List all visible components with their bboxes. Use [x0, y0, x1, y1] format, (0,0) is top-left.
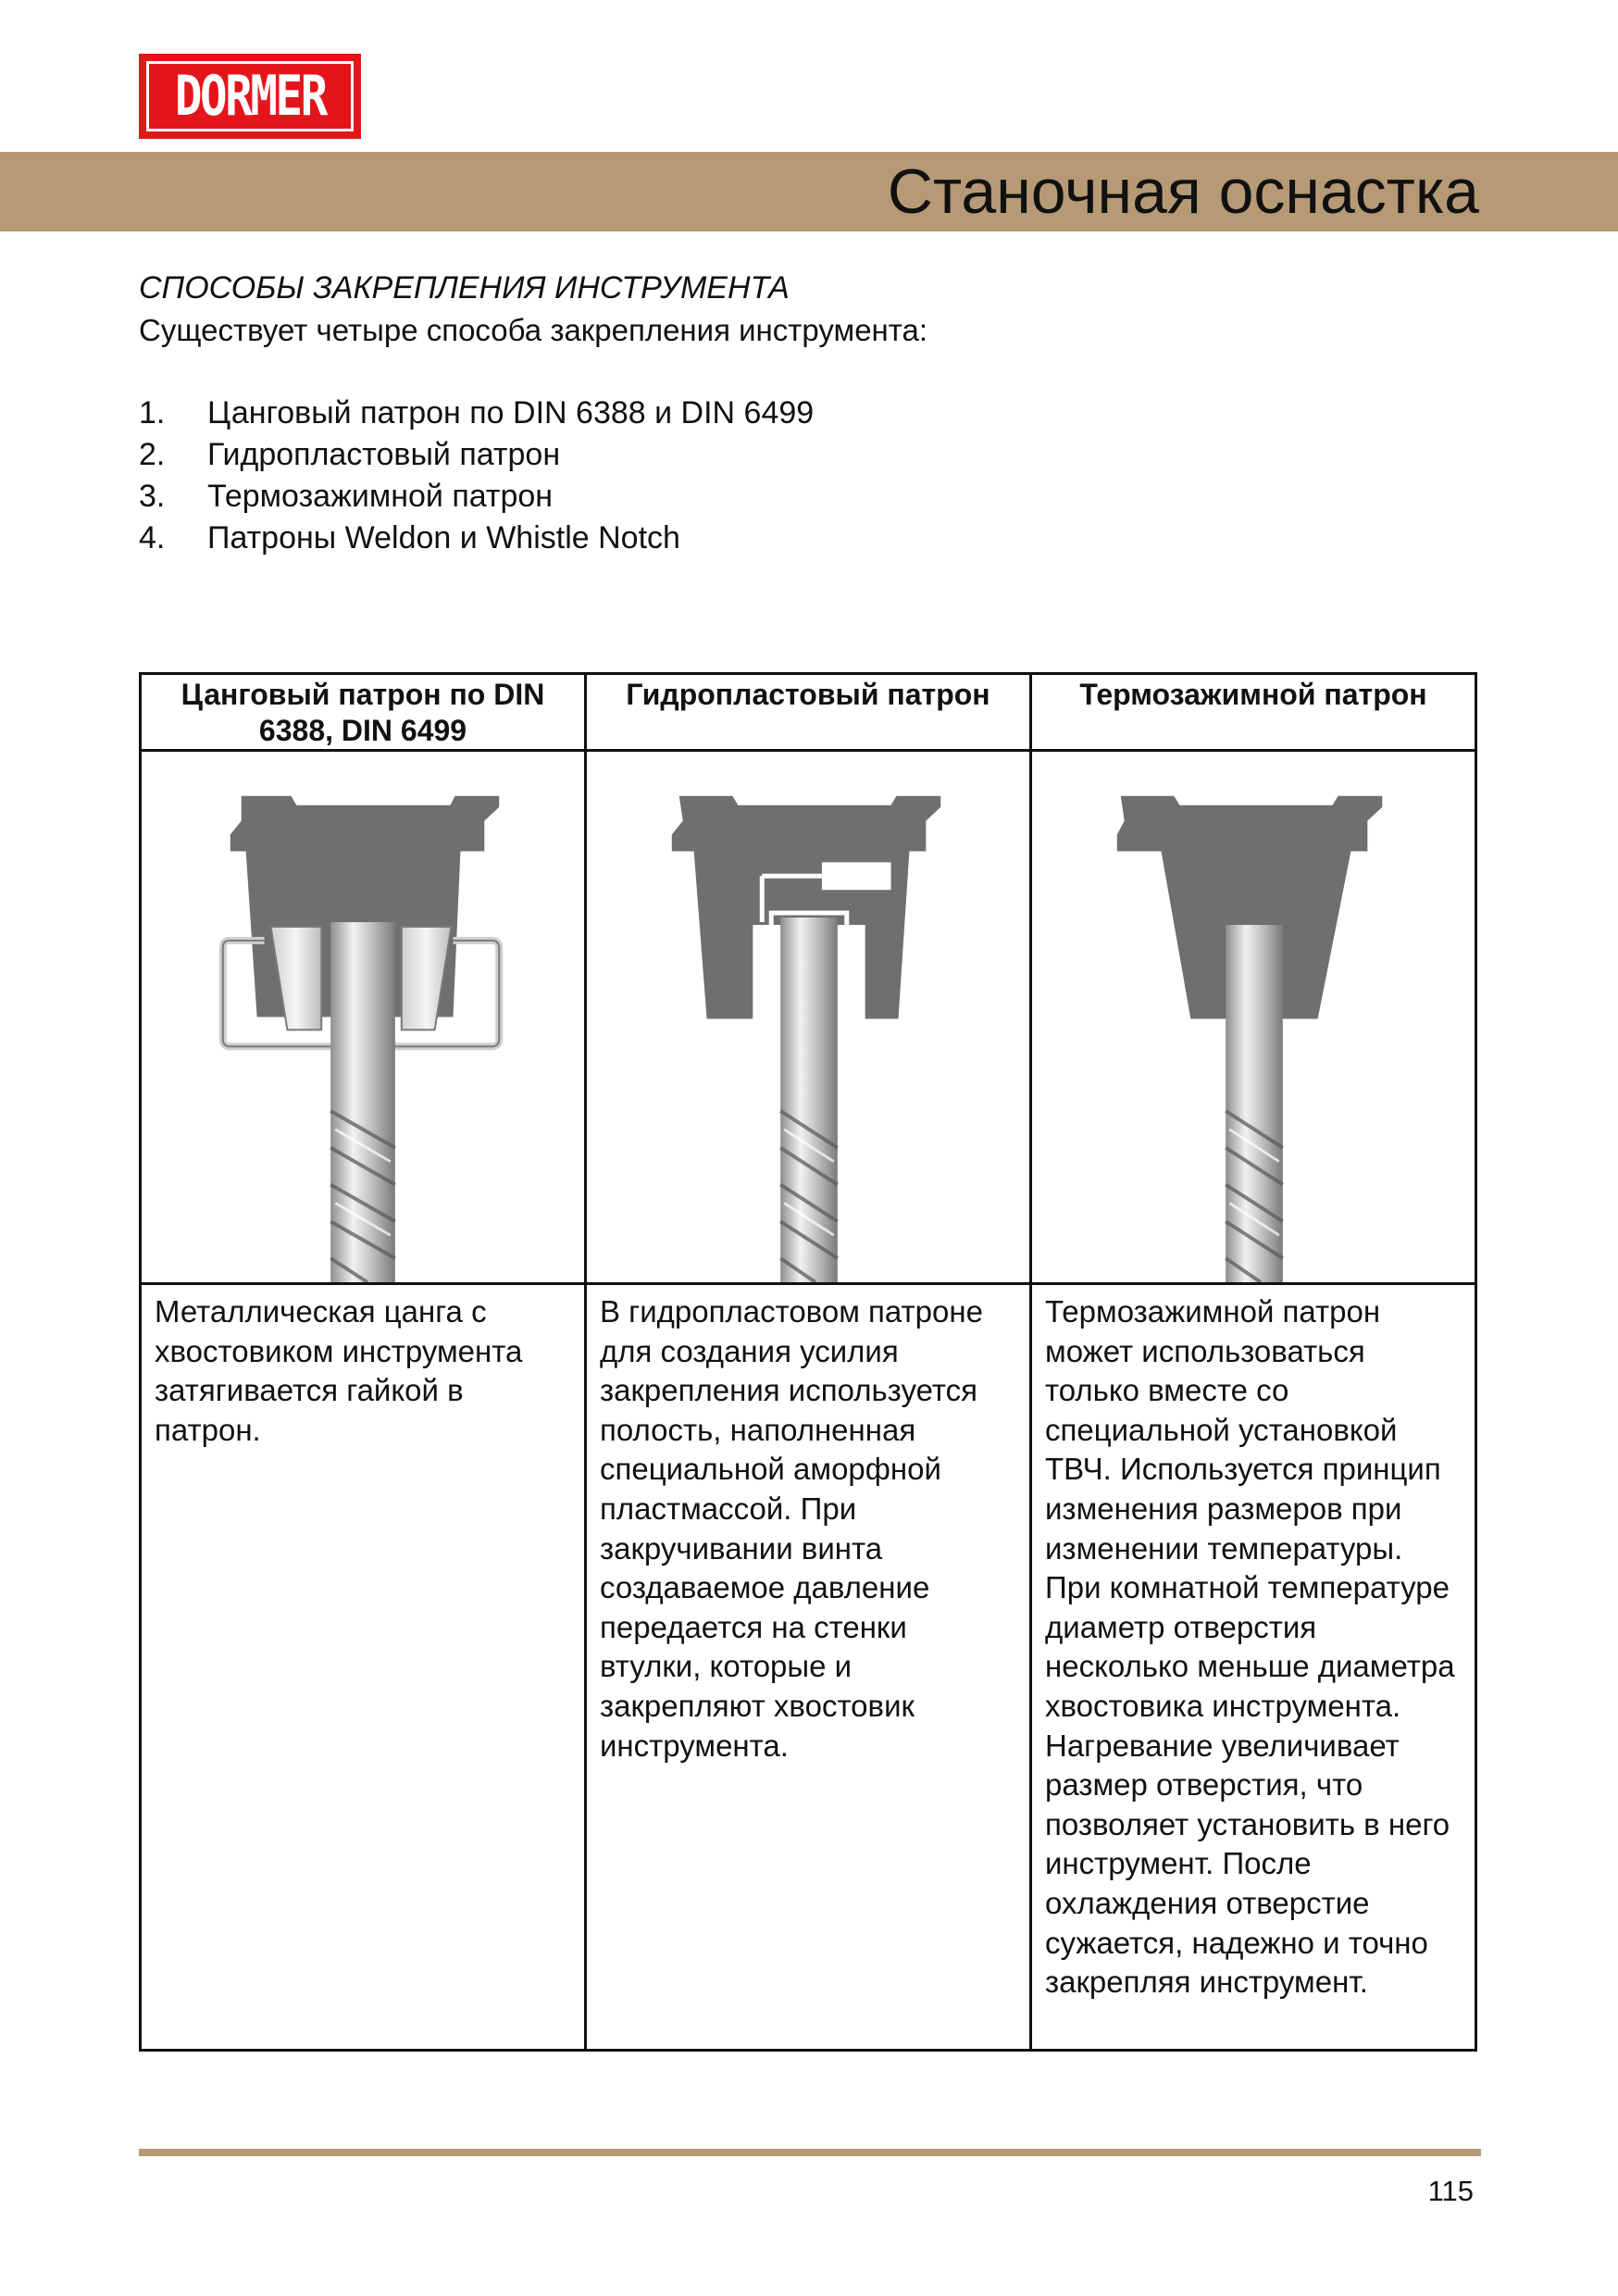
title-band — [0, 152, 1618, 231]
list-item-label: Термозажимной патрон — [207, 479, 554, 514]
section-heading: СПОСОБЫ ЗАКРЕПЛЕНИЯ ИНСТРУМЕНТА — [139, 270, 790, 306]
list-item — [139, 393, 814, 434]
list-item-number: 2. — [139, 437, 166, 472]
list-item-number: 4. — [139, 520, 166, 555]
shrink-fit-chuck-icon — [1032, 752, 1475, 1282]
table-header-row — [141, 674, 1476, 751]
list-item-label: Цанговый патрон по DIN 6388 и DIN 6499 — [207, 395, 815, 430]
table-image-row — [141, 751, 1476, 1284]
list-item — [139, 518, 814, 559]
table-description-row — [141, 1284, 1476, 2051]
list-item-number: 3. — [139, 479, 166, 514]
description-hydroplastic: В гидропластовом патроне для создания усилия закрепления используется полость, наполненная специальной аморфной пластмассой. При закручивании винта создаваемое давление передается на стенки втулки, которые и закрепляют хвостовик инструмента. — [586, 1284, 1031, 2051]
list-item — [139, 476, 814, 518]
collet-chuck-icon — [142, 752, 584, 1282]
page-title: Станочная оснастка — [887, 156, 1479, 227]
collet-chuck-illustration — [141, 751, 586, 1284]
description-collet: Металлическая цанга с хвостовиком инструмента затягивается гайкой в патрон. — [141, 1284, 586, 2051]
column-header-shrink-fit: Термозажимной патрон — [1031, 674, 1476, 751]
list-item — [139, 434, 814, 476]
section-intro: Существует четыре способа закрепления инструмента: — [139, 313, 928, 347]
page-number: 115 — [1427, 2175, 1474, 2207]
chuck-comparison-table — [139, 672, 1477, 2052]
hydroplastic-chuck-icon — [587, 752, 1029, 1282]
hydroplastic-chuck-illustration — [586, 751, 1031, 1284]
footer-divider — [139, 2149, 1481, 2156]
column-header-collet: Цанговый патрон по DIN 6388, DIN 6499 — [141, 674, 586, 751]
shrink-fit-chuck-illustration — [1031, 751, 1476, 1284]
dormer-logo — [139, 54, 361, 139]
logo-frame — [146, 61, 354, 131]
logo-text: DORMER — [174, 64, 326, 129]
description-shrink-fit: Термозажимной патрон может использоваться только вместе со специальной установкой ТВЧ. Используется принцип изменения размеров при изменении температуры. При комнатной температуре диаметр отверстия несколько меньше диаметра хвостовика инструмента. Нагревание увеличивает размер отверстия, что позволяет установить в него инструмент. После охлаждения отверстие сужается, надежно и точно закрепляя инструмент. — [1031, 1284, 1476, 2051]
column-header-hydroplastic: Гидропластовый патрон — [586, 674, 1031, 751]
list-item-label: Патроны Weldon и Whistle Notch — [207, 520, 680, 555]
list-item-number: 1. — [139, 395, 166, 430]
list-item-label: Гидропластовый патрон — [207, 437, 561, 472]
methods-list — [139, 393, 814, 559]
